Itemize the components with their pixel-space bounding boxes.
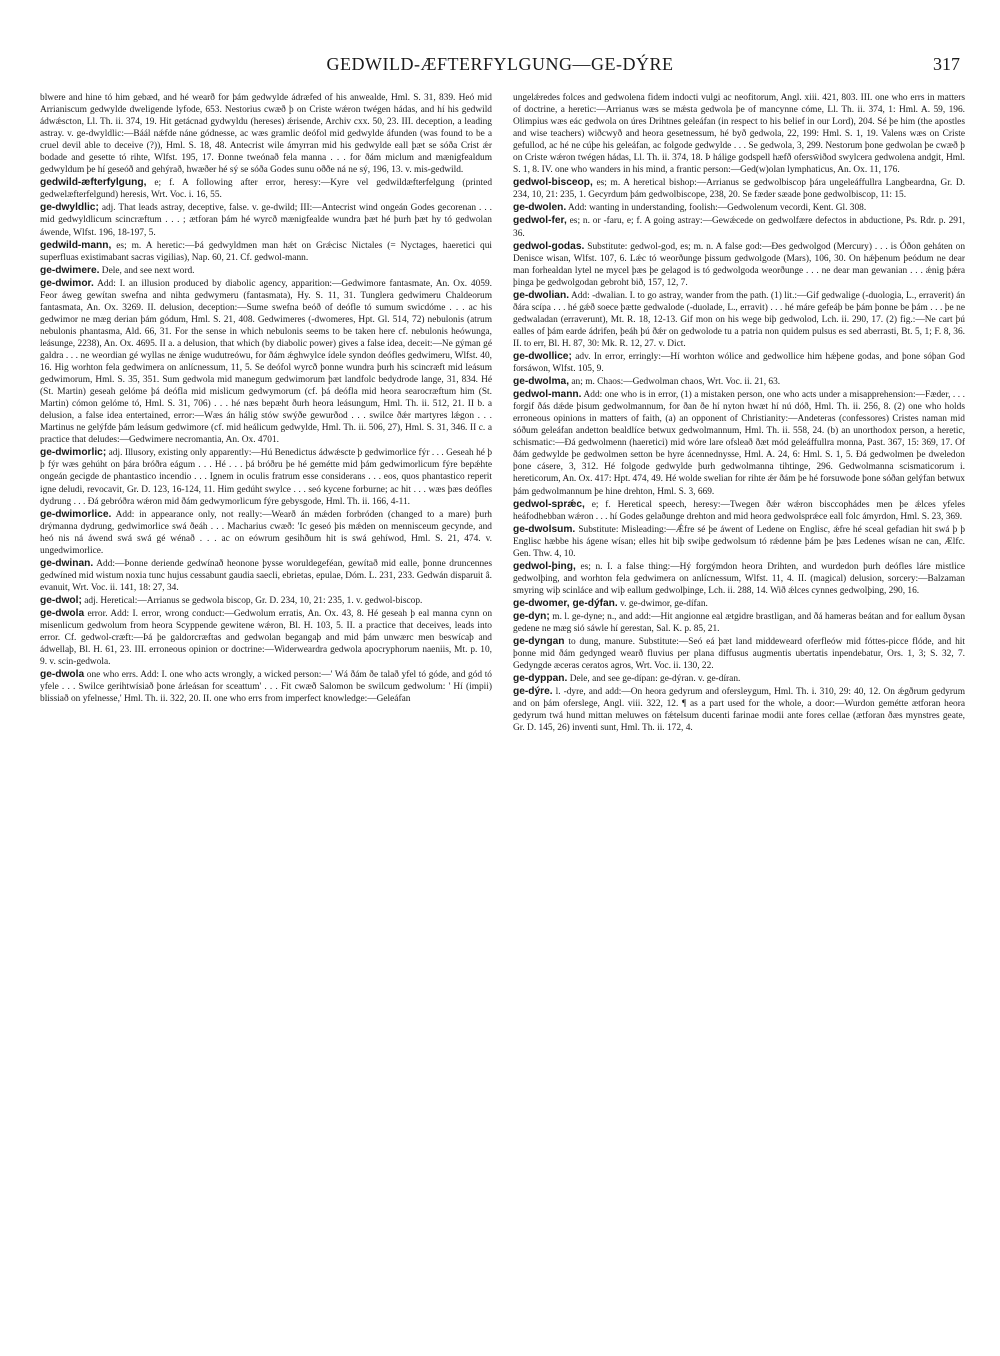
entry-text: adv. In error, erringly:—Hí worhton wólice and gedwollice him hǽþene godas, and þone sóþan God forsáwon, Wlfst. 105, 9. [513,351,965,375]
entry-text: Add: I. an illusion produced by diabolic agency, apparition:—Gedwimore fantasmate, An. Ox. 4059. Feor áweg gewítan swefna and nihta gedwymeru (fantasmata), Hy. S. 11, 31. Tunglera gedwimeru Chaldeorum fantasmata, An. Ox. 3269. II. delusion, deception:—Sume swefna beóð of deófle tó sumum swicdóme . . . ac his gedwimor ne mæg derian þám gódum, Hml. S. 21, 408. Gedwimeres (-dwomeres, Hpt. Gl. 514, 72) nebulonis (atrum nebulonis phantasma, Ald. 66, 31. For the sense in which nebulonis seems to be taken here cf. nebulonis heówunga, leásunge, 2238), An. Ox. 4695. II a. a delusion, that which (by diabolic power) gives a false idea, deceit:—Ne gýman gé galdra . . . ne weordian gé wyllas ne ǽnige wudutreówu, for ðám ǽghwylce ídele syndon deófles gedwimeru, Wlfst. 40, 16. Hig worhton fela gedwimera on anlícnessum, 11, 5. Se deófol wyrcð þonne wundra þurh his scincræft mid leásum gedwimorum, Hml. S. 35, 351. Sum gedwola mid manegum gedwimorum þæt landfolc bedydrode lange, 31, 834. Hé (St. Martin) geseah gelóme þá deófla mid mislicum gedwymorum (cf. þá deófla mid heora searocræftum him (St. Martin) cómon gelóme tó, Hml. S. 31, 706) . . . hé næs bepæht ðurh heora leásungum, Hml. Th. ii. 512, 21. II b. a delusion, a false idea entertained, error:—Wæs án hálig stów swýðe gewurðod . . . swilce ðǽr martyres lǽgon . . . Martinus ne gelýfde þám leásum gedwimore (cf. mid heálicum gedwylde, Hml. Th. ii. 506, 27), Hml. S. 31, 346. II c. a practice that deludes:—Gedwimere necromantia, An. Ox. 4701. [40,278,492,446]
entry-headword: gedwol-fer, [513,215,567,227]
dictionary-entry [40,669,492,705]
entry-headword: ge-dwolen. [513,202,567,214]
entry-text: to dung, manure. Substitute:—Seó eá þæt land middeweard oferfleów mid fóttes-picce flóde, and hit þonne mid ðám gedynged wearð fluvius per plana diffusus augmentis ubertatis inpendebatur, Ors. 1, 3; S. 32, 7. Gedyngde æceras ceratos agros, Wrt. Voc. ii. 130, 22. [513,637,965,672]
entry-text: Dele, and see ge-dípan: ge-dýran. v. ge-díran. [569,674,741,685]
entry-text: error. Add: I. error, wrong conduct:—Gedwolum erratis, An. Ox. 43, 8. Hé geseah þ eal manna cynn on misenlicum gedwolum from heora Scyppende gewitene wǽron, Bl. H. 103, 5. II. a practice that deceives, leads into error. Cf. gedwol-cræft:—Þá þe galdorcræftas and gedwolan begangaþ and mid þám unwærc men beswícaþ and ádwellaþ, Bl. H. 61, 23. III. erroneous opinion or doctrine:—Widerweardra gedwola apocryphorum naeniis, Mt. p. 10, 9. v. scin-gedwola. [40,608,492,668]
left-column [40,92,492,1322]
dictionary-entry [40,608,492,668]
dictionary-entry [513,215,965,239]
dictionary-entry [513,499,965,523]
dictionary-entry [513,524,965,560]
entry-headword: ge-dwolian. [513,289,570,301]
entry-headword: gedwol-þing, [513,560,576,572]
entry-headword: ge-dwyldlic; [40,202,99,214]
dictionary-entry [40,202,492,238]
dictionary-entry [513,241,965,289]
entry-headword: gedwild-æfterfylgung, [40,177,147,189]
dictionary-entry [40,240,492,264]
entry-headword: ge-dwolsum. [513,523,576,535]
entry-headword: gedwol-godas. [513,240,585,252]
page-number: 317 [933,54,960,74]
dictionary-entry [513,636,965,672]
dictionary-entry [40,447,492,507]
dictionary-entry [513,673,965,685]
dictionary-entry [513,376,965,388]
entry-text: adj. That leads astray, deceptive, false. v. ge-dwild; III:—Antecrist wind ongeán Godes gecorenan . . . mid gedwyldlicum scincræftum . . . ; ætforan þám hé wyrcð mænigfealde wundra þæt hé þurh þæt hy tó gedwolan áwende, Wlfst. 196, 18-197, 5. [40,203,492,238]
entry-headword: gedwol-sprǽc, [513,498,585,510]
dictionary-entry [513,611,965,635]
entry-text: Substitute: Misleading:—Ǽfre sé þe áwent of Ledene on Englisc, ǽfre hé sceal gefadian hit swá þ þ Englisc hæbbe his ágene wísan; elles hit biþ swiþe gedwolsum tó rǽdenne þám þe þæs Ledenes wísan ne can, Ælfc. Gen. Thw. 4, 10. [513,524,965,559]
dictionary-entry [513,92,965,176]
entry-headword: ge-dwinan. [40,557,94,569]
dictionary-entry [40,92,492,176]
entry-text: ungelǽredes folces and gedwolena fidem indocti vulgi ac neofitorum, Angl. xiii. 421, 803. III. one who errs in matters of doctrine, a heretic:—Arrianus wæs se mǽsta gedwola þe of mancynne cóme, Ll. Th. ii. 374, 1: Hml. A. 59, 196. Olimpius wæs eác gedwola on úres Drihtnes geleáfan (in respect to his belief in our Lord), 204. Sé þe him (the apostles and wise teachers) wiðcwyð and heora gesetnessum, hé byð gedwola, 22, 199: Hml. S. 1, 19. Valens wæs on Criste gefullod, ac hé ne cúþe his geleáfan, ac folgode gedwylde . . . Se gedwola, 3, 299. Nestorum þone gedwolan þe cwæð þ on Criste wǽron twégen hádas, Ll. Th. ii. 374, 18. Þ hálige godspell hæfð ofersw̄iðod swylcera gedwolena andgit, Hml. S. 1, 8. IV. one who wanders in his mind, a frantic person:—Ged(w)olan lymphaticus, An. Ox. 11, 176. [513,93,965,176]
dictionary-entry [40,177,492,201]
entry-text: an; m. Chaos:—Gedwolman chaos, Wrt. Voc. ii. 21, 63. [571,377,781,388]
dictionary-entry [40,278,492,447]
entry-headword: ge-dyn; [513,610,550,622]
entry-headword: ge-dyngan [513,636,565,648]
entry-text: es; m. A heretic:—Þá gedwyldmen man hǽt on Grǽcisc Nictales (= Nyctages, haeretici qui superfluas existimabant sacras vigilias), Nap. 60, 21. Cf. gedwol-mann. [40,240,492,263]
dictionary-entry [513,598,965,610]
entry-text: es; n. or -faru, e; f. A going astray:—Gewǽcede on gedwolfære defectos in abductione, Ps. Rdr. p. 291, 36. [513,216,965,239]
entry-text: Add: in appearance only, not really:—Wearð án mǽden forbróden (changed to a mare) þurh drýmanna dydrung, gedwimorlice swá ðeáh . . . Macharius cwæð: 'Ic geseó þis mǽden on mennisceum gecynde, and heó nis ná áwend swá swá gé wénað . . . ac on eówrum gesihðum hit is swá gehíwod, Hml. S. 21, 474. v. ungedwimorlice. [40,509,492,556]
entry-headword: gedwol-bisceop, [513,177,593,189]
entry-text: blwere and hine tó him gebæd, and hé wearð for þám gedwylde ádræfed of his anwealde, Hml. S. 31, 839. Heó mid Arrianiscum gedwylde dweligende lyfode, 653. Nestorius cwæð þ on Criste wǽron twégen hádas, and hí his gedwild ádwǽscton, Ll. Th. ii. 374, 19. Hit getácnad gydwyldu (hereses) ǽrisende, Archiv cxx. 50, 23. III. deception, a leading astray. v. ge-dwyldlic:—Báál nǽfde náne gódnesse, ac wæs gramlic deófol mid gedwylde áfunden (was found to be a cruel devil able to deceive (?)), Hml. S. 18, 48. Antecrist wile ámyrran mid his gedwylde eall þæt se sóða Crist ǽr bodade and gesette tó rihte, Wlfst. 195, 17. Ðonne tweónað fela manna . . . for ðám miclum and mænigfealdum gedwyldum þe hí geseóð and gehýrað, hwæðer hé sý se sóða Godes sunu oððe ná ne sý, 196, 13. v. mis-gedwild. [40,93,492,176]
dictionary-entry [513,177,965,201]
entry-text: m. l. ge-dyne; n., and add:—Hit angionne eal ætgidre brastligan, and ðá hameras beátan and for eallum ðysan gedene ne mæg sió sáwle hí gerestan, Sal. K. p. 85, 21. [513,611,965,635]
entry-text: e; f. Heretical speech, heresy:—Twegen ðǽr wǽron bisccophádes men þe ǽlces yfeles heáfodhebban wǽron . . . hí Godes gelaðunge drehton and mid heora gedwolsprǽce eall folc ámyrdon, Hml. S. 23, 369. [513,499,965,522]
entry-text: adj. Heretical:—Arrianus se gedwola biscop, Gr. D. 234, 10, 21: 235, 1. v. gedwol-biscop. [84,595,423,606]
entry-text: e; f. A following after error, heresy:—Kyre vel gedwildæfterfelgung (printed gedwelæfterfelgund) heresis, Wrt. Voc. i. 16, 55. [40,178,492,201]
entry-text: l. -dyre, and add:—On heora gedyrum and ofersleygum, Hml. Th. i. 310, 29: 40, 12. On ǽgðrum gedyrum and on þám oferslege, Angl. viii. 322, 12. ¶ as a part used for the whole, a door:—Wurdon gemétte ætforan heora gedyrum twá hund mittan meluwes on fǽtelsum ducenti farinae modii ante fores cellae (ætforan ðæs mynstres geate, Gr. D. 145, 26) inventi sunt, Hml. Th. ii. 172, 4. [513,687,965,734]
entry-text: Add: one who is in error, (1) a mistaken person, one who acts under a misapprehension:—Fæder, . . . forgif ðás dǽde þisum gedwolmannum, for ðan ðe hí nyton hwæt hí nú dóð, Hml. Th. ii. 256, 8. (2) one who holds erroneous opinions in matters of faith, (a) an opponent of Christianity:—Andeteras (confessores) Cristes naman mid sóðum geleáfan andetton bealdlíce betwux gedwolmannum, Hml. Th. ii. 558, 24. (b) an unorthodox person, a heretic, schismatic:—Ðá gedwolmenn (haeretici) mid wóre lare ofsleað ðæt mód geleáffullra monna, Past. 367, 15: 369, 17. Of ðám gedwylde þe gedwolmen setton be hyre ácennednysse, Hml. A. 24, 6: Hml. S. 1, 5. Ðá gedwolmen þe dweledon þone cásere, 3, 312. Hé folgode gedwylde þurh gedwolmanna tihtinge, 296. Gedwolmanna scismaticorum i. hereticorum, An. Ox. 417: Hpt. 474, 49. Hé wolde swelian for rihte ǽr ðám þe hé forsuwode þone sóðan gelýfan betwux þám gedwolmannum þe hine drehton, Hml. S. 3, 669. [513,390,965,497]
entry-headword: ge-dwimorlice. [40,508,112,520]
entry-headword: ge-dwola [40,669,85,681]
entry-headword: ge-dýre. [513,686,553,698]
entry-text: es; m. A heretical bishop:—Arrianus se gedwolbiscop þára ungeleáffullra Langbeardna, Gr. D. 234, 10, 21: 235, 1. Gecyrdum þám gedwolbiscope, 238, 20. Se fæder sæade þone gedwolbiscop, 11: 15. [513,178,965,201]
right-column [513,92,965,1322]
dictionary-entry [40,509,492,557]
dictionary-entry [513,202,965,214]
entry-headword: ge-dwollice; [513,350,572,362]
entry-text: Dele, and see next word. [101,265,195,276]
page-header [40,54,960,84]
entry-headword: ge-dwolma, [513,376,570,388]
entry-text: es; n. I. a false thing:—Hý forgýmdon heora Drihten, and wurdedon þurh deófles láre mistlice gedwolþing, and worhton fela gedwimera on anlícnessum, Wlfst. 11, 4. II. (magical) delusion, sorcery:—Balzaman smyring wiþ scinláce and wiþ eallum gedwolþinge, Lch. ii. 288, 14. Wið ǽlces cynnes gedwolþing, 290, 16. [513,561,965,596]
dictionary-entry [40,595,492,607]
entry-text: Add:—Þonne deriende gedwínað heonone þysse woruldegeféan, gewítað mid ealle, þonne druncennes gedwíned mid wistum noxia tunc hujus cessabunt gaudia saecli, ebrietas, epulae, Dóm. L. 231, 233. Gedwán disparuit â. evanuit, Wrt. Voc. ii. 141, 18: 27, 34. [40,558,492,593]
dictionary-entry [513,389,965,497]
entry-headword: ge-dwimor. [40,277,94,289]
entry-headword: gedwol-mann. [513,389,582,401]
entry-text: v. ge-dwimor, ge-dífan. [620,598,708,609]
dictionary-entry [513,686,965,734]
entry-headword: ge-dwol; [40,594,82,606]
text-columns [40,92,965,1322]
entry-headword: ge-dyppan. [513,673,568,685]
dictionary-entry [513,290,965,350]
entry-headword: ge-dwimere. [40,264,100,276]
entry-headword: ge-dwola [40,607,85,619]
dictionary-entry [40,265,492,277]
entry-text: Add: -dwalian. I. to go astray, wander from the path. (1) lit.:—Gif gedwalige (-duologia, L., erraverit) án ðára scípa . . . hé gǽð soece þætte gedwalode (-duolade, L., erravit) . . . hé máre gefeáþ be þám þonne be þám . . . þe ne gedwaladan (erraverunt), Mt. R. 18, 12-13. Gif mon on his wege biþ gedwolod, Lch. ii. 290, 17. (2) fig.:—Ne cart þú ealles of þám earde ádrifen, þeáh þú ðǽr on gedwolode tu a patria non quidem pulsus es sed aberrasti, Bt. 5, 1; F. 8, 36. II. to err, Bl. H. 87, 30: Mk. R. 12, 27. v. Dict. [513,290,965,349]
entry-headword: ge-dwomer, ge-dýfan. [513,597,618,609]
dictionary-entry [40,558,492,594]
entry-headword: gedwild-mann, [40,239,112,251]
entry-text: Substitute: gedwol-god, es; m. n. A false god:—Ðes gedwolgod (Mercury) . . . is Óðon geháten on Denisce wisan, Wlfst. 107, 6. Lǽc tó weorðunge þissum gedwolgode (Mars), 106, 30. On hǽþenum þeódum ne dear man forhealdan lytel ne mycel þæs þe gelagod is tó gedwolgoda weorðunge . . . ne dear man gewanian . . . ǽnig þǽra þinga þe gedwolgodan gebroht bið, 157, 12, 7. [513,241,965,288]
running-head: GEDWILD-ÆFTERFYLGUNG—GE-DÝRE [326,54,674,74]
entry-text: one who errs. Add: I. one who acts wrongly, a wicked person:—' Wá ðám ðe talað yfel tó góde, and gód tó yfele . . . Swilce gerihtwísiað þone árleásan for sceattum' . . . Fit cwæð Salomon be swilcum gedwolum: ' Hí (impii) blissiað on yfelnesse,' Hml. Th. ii. 322, 20. II. one who errs from imperfect knowledge:—Geleáfan [40,670,492,705]
entry-headword: ge-dwimorlic; [40,447,107,459]
dictionary-entry [513,561,965,597]
entry-text: adj. Illusory, existing only apparently:—Hú Benedictus ádwǽscte þ gedwimorlice fýr . . . Geseah hé þ þ fýr wæs gehúht on þára bróðra eágum . . . Hé . . . þá bróðru þe hé gemétte mid þám gedwimorlicum fýre bepǽhte ongeán gecigde de phantastico incendio . . . Ignem in oculis fratrum esse considerans . . . eos, quos phantastico reperit igne deludi, revocavit, Gr. D. 123, 16-124, 11. Him gedúht swylce . . . seó kycene forburne; ac hit . . . wæs þæs deófles dydrung . . . Ðá gebróðra wǽron mid ðám gedwymorlicum fýre gebysgode, Hml. Th. ii. 166, 4-11. [40,448,492,507]
entry-text: Add: wanting in understanding, foolish:—Gedwolenum vecordi, Kent. Gl. 308. [568,203,867,214]
dictionary-entry [513,351,965,375]
